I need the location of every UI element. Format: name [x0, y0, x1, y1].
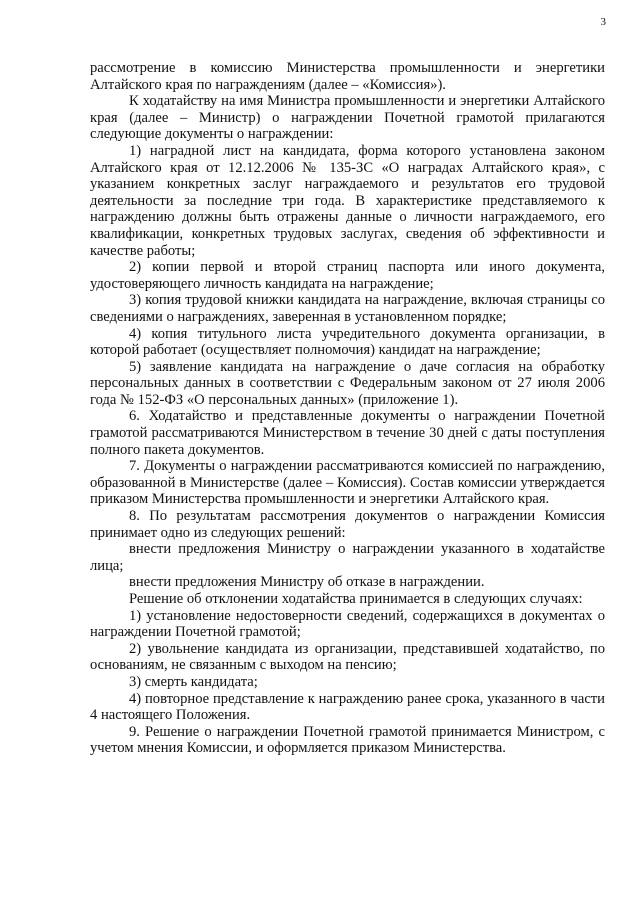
paragraph-clause-8: 8. По результатам рассмотрения документов о награждении Комиссия принимает одно из следующих решений:	[90, 508, 605, 541]
list-item-personal-data-consent: 5) заявление кандидата на награждение о даче согласия на обработку персональных данных в соответствии с Федеральным законом от 27 июля 2006 года № 152-ФЗ «О персональных данных» (приложение 1).	[90, 358, 605, 408]
rejection-case-false-info: 1) установление недостоверности сведений, содержащихся в документах о награждении Почетной грамотой;	[90, 607, 605, 641]
paragraph-clause-7: 7. Документы о награждении рассматриваются комиссией по награждению, образованной в Министерстве (далее – Комиссия). Состав комиссии утверждается приказом Министерства промышленности и энергетики Алтайского края.	[90, 458, 605, 508]
page-number: 3	[600, 16, 606, 28]
decision-option-refuse: внести предложения Министру об отказе в награждении.	[129, 574, 485, 591]
decision-option-award: внести предложения Министру о награждении указанного в ходатайстве лица;	[90, 541, 605, 574]
paragraph-rejection-cases: Решение об отклонении ходатайства принимается в следующих случаях:	[129, 591, 583, 607]
paragraph-clause-9: 9. Решение о награждении Почетной грамотой принимается Министром, с учетом мнения Комиссии, и оформляется приказом Министерства.	[90, 723, 605, 757]
paragraph-documents-intro: К ходатайству на имя Министра промышленности и энергетики Алтайского края (далее – Министр) о награждении Почетной грамотой прилагаются следующие документы о награждении:	[90, 93, 605, 143]
list-item-passport-copy: 2) копии первой и второй страниц паспорта или иного документа, удостоверяющего личность кандидата на награждение;	[90, 259, 605, 292]
document-body	[90, 60, 605, 757]
paragraph-clause-6: 6. Ходатайство и представленные документы о награждении Почетной грамотой рассматриваются Министерством в течение 30 дней с даты поступления полного пакета документов.	[90, 408, 605, 458]
list-item-founding-document-copy: 4) копия титульного листа учредительного документа организации, в которой работает (осуществляет полномочия) кандидат на награждение;	[90, 325, 605, 359]
list-item-award-sheet: 1) наградной лист на кандидата, форма которого установлена законом Алтайского края от 12.12.2006 № 135-ЗС «О наградах Алтайского края», с указанием конкретных заслуг награждаемого и результатов его трудовой деятельности за последние три года. В характеристике представляемого к награждению должны быть отражены данные о личности награждаемого, его квалификации, конкретных трудовых заслугах, сведения об эффективности и качестве работы;	[90, 142, 605, 259]
rejection-case-death: 3) смерть кандидата;	[129, 673, 258, 690]
list-item-work-record-copy: 3) копия трудовой книжки кандидата на награждение, включая страницы со сведениями о награждениях, заверенная в установленном порядке;	[90, 292, 605, 325]
paragraph-continuation: рассмотрение в комиссию Министерства промышленности и энергетики Алтайского края по награждениям (далее – «Комиссия»).	[90, 60, 605, 93]
rejection-case-early-resubmission: 4) повторное представление к награждению ранее срока, указанного в части 4 настоящего Положения.	[90, 690, 605, 724]
rejection-case-dismissal: 2) увольнение кандидата из организации, представившей ходатайство, по основаниям, не связанным с выходом на пенсию;	[90, 640, 605, 674]
